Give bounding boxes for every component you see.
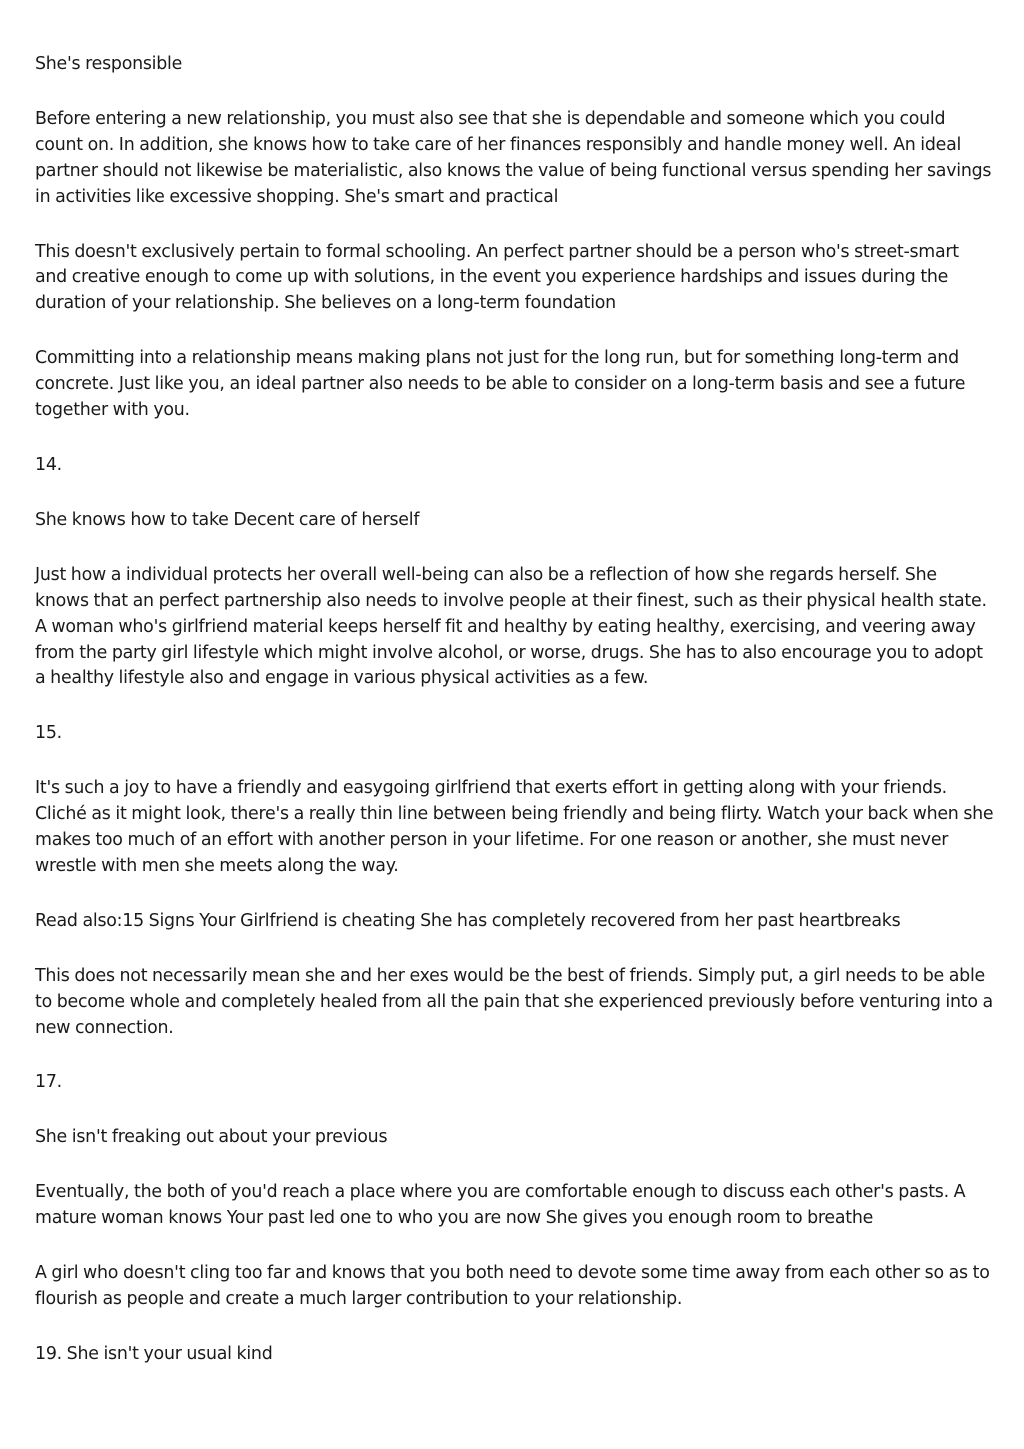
- heading-previous: She isn't freaking out about your previous: [35, 1127, 388, 1148]
- paragraph-dependable: Before entering a new relationship, you must also see that she is dependable and someone which you could count on. In addition, she knows how to take care of her finances responsibly and handle money well. An ideal partner should not likewise be materialistic, also knows the value of being functional versus spending her savings in activities like excessive shopping. She's smart and practical: [35, 108, 992, 207]
- document-body: [35, 52, 995, 1397]
- heading-usual-kind: 19. She isn't your usual kind: [35, 1343, 273, 1364]
- heading-takes-care: She knows how to take Decent care of herself: [35, 509, 420, 530]
- list-number-14: 14.: [35, 454, 62, 475]
- paragraph-pasts: Eventually, the both of you'd reach a place where you are comfortable enough to discuss each other's pasts. A mature woman knows Your past led one to who you are now She gives you enough room to breathe: [35, 1182, 966, 1229]
- paragraph-read-also: Read also:15 Signs Your Girlfriend is cheating She has completely recovered from her past heartbreaks: [35, 910, 901, 931]
- heading-responsible: She's responsible: [35, 54, 183, 74]
- paragraph-well-being: Just how a individual protects her overall well-being can also be a reflection of how she regards herself. She knows that an perfect partnership also needs to involve people at their finest, such as their physical health state. A woman who's girlfriend material keeps herself fit and healthy by eating healthy, exercising, and veering away from the party girl lifestyle which might involve alcohol, or worse, drugs. She has to also encourage you to adopt a healthy lifestyle also and engage in various physical activities as a few.: [35, 564, 987, 689]
- list-number-17: 17.: [35, 1072, 62, 1093]
- paragraph-schooling: This doesn't exclusively pertain to formal schooling. An perfect partner should be a person who's street-smart and creative enough to come up with solutions, in the event you experience hardships and issues during the duration of your relationship. She believes on a long-term foundation: [35, 241, 959, 314]
- paragraph-committing: Committing into a relationship means making plans not just for the long run, but for something long-term and concrete. Just like you, an ideal partner also needs to be able to consider on a long-term basis and see a future together with you.: [35, 348, 966, 421]
- paragraph-exes: This does not necessarily mean she and her exes would be the best of friends. Simply put, a girl needs to be able to become whole and completely healed from all the pain that she experienced previously before venturing into a new connection.: [35, 965, 993, 1038]
- paragraph-cling: A girl who doesn't cling too far and knows that you both need to devote some time away from each other so as to flourish as people and create a much larger contribution to your relationship.: [35, 1263, 990, 1309]
- list-number-15: 15.: [35, 723, 62, 744]
- paragraph-friendly: It's such a joy to have a friendly and easygoing girlfriend that exerts effort in getting along with your friends. Cliché as it might look, there's a really thin line between being friendly and being flirty. Watch your back when she makes too much of an effort with another person in your lifetime. For one reason or another, she must never wrestle with men she meets along the way.: [35, 778, 994, 876]
